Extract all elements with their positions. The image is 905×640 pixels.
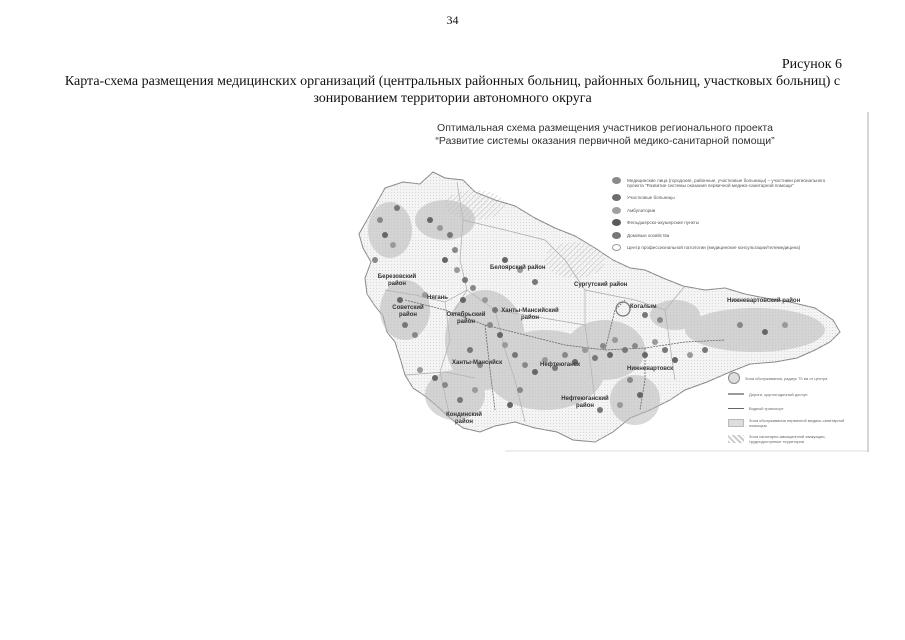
facility-marker xyxy=(607,352,613,358)
district-label-berezovsky: Березовский район xyxy=(377,274,417,287)
legend-item xyxy=(612,178,842,189)
facility-marker xyxy=(452,247,458,253)
facility-marker xyxy=(637,392,643,398)
legend-text: Зона обслуживания первичной медико-санитарной помощью xyxy=(749,418,845,428)
facility-marker xyxy=(502,342,508,348)
facility-marker xyxy=(517,387,523,393)
center-circle-icon xyxy=(612,244,621,251)
facility-marker xyxy=(394,205,400,211)
facility-marker xyxy=(627,377,633,383)
facility-marker xyxy=(782,322,788,328)
map-legend xyxy=(612,178,842,258)
facility-marker xyxy=(492,307,498,313)
legend-item xyxy=(612,195,842,201)
facility-marker xyxy=(502,257,508,263)
facility-marker xyxy=(432,375,438,381)
facility-marker xyxy=(402,322,408,328)
facility-marker xyxy=(497,332,503,338)
facility-marker xyxy=(532,369,538,375)
facility-marker xyxy=(657,317,663,323)
fap-circle-icon xyxy=(612,219,621,226)
facility-marker xyxy=(472,387,478,393)
facility-marker xyxy=(442,382,448,388)
legend-item xyxy=(728,404,858,412)
facility-marker xyxy=(482,297,488,303)
map-title-line2: “Развитие системы оказания первичной медико-санитарной помощи” xyxy=(435,135,775,147)
legend-item xyxy=(612,208,842,214)
facility-marker xyxy=(442,257,448,263)
district-label-sovetsky: Советский район xyxy=(392,305,424,318)
district-label-kogalym: Когалым xyxy=(630,304,657,310)
legend-text: Зона санитарно-авиационной эвакуации, труднодоступные территории xyxy=(749,434,826,444)
facility-marker xyxy=(507,402,513,408)
hospital-circle-icon xyxy=(612,177,621,184)
facility-marker xyxy=(642,312,648,318)
hatch-zone-icon xyxy=(728,435,744,443)
facility-marker xyxy=(372,257,378,263)
facility-marker xyxy=(382,232,388,238)
district-label-khm-city: Ханты-Мансийск xyxy=(452,360,503,366)
legend-item xyxy=(728,434,858,444)
facility-marker xyxy=(437,225,443,231)
legend-text: Участковые больницы xyxy=(627,195,675,201)
river-icon xyxy=(728,404,744,412)
facility-marker xyxy=(642,352,648,358)
district-label-khm-district: Ханты-Мансийский район xyxy=(501,308,559,321)
facility-marker xyxy=(687,352,693,358)
facility-marker xyxy=(652,339,658,345)
facility-marker xyxy=(737,322,743,328)
facility-marker xyxy=(600,343,606,349)
facility-marker xyxy=(762,329,768,335)
legend-text: Домовые хозяйства xyxy=(627,232,670,238)
district-label-oktyabrsky: Октябрьский район xyxy=(446,312,486,325)
facility-marker xyxy=(617,402,623,408)
map-title xyxy=(405,122,805,148)
polyclinic-circle-icon xyxy=(612,194,621,201)
district-label-nizhnevartovsky: Нижневартовский район xyxy=(727,298,801,304)
facility-marker xyxy=(397,297,403,303)
zone-circle-icon xyxy=(728,372,740,384)
facility-marker xyxy=(467,347,473,353)
facility-marker xyxy=(470,285,476,291)
figure-label: Рисунок 6 xyxy=(781,57,842,72)
facility-marker xyxy=(417,367,423,373)
district-label-nizhnevartovsk: Нижневартовск xyxy=(627,366,674,372)
figure-caption: Карта-схема размещения медицинских организаций (центральных районных больниц, районных больниц, участковых больниц) с зонированием территории автономного округа xyxy=(64,74,841,106)
facility-marker xyxy=(427,217,433,223)
legend-text: Фельдшерско-акушерские пункты xyxy=(627,220,700,226)
facility-marker xyxy=(582,347,588,353)
facility-marker xyxy=(622,347,628,353)
legend-text: Амбулатории xyxy=(627,207,656,213)
legend-text: Зона обслуживания, радиус 70 км от центра xyxy=(745,375,828,381)
legend-item xyxy=(728,418,858,428)
domestic-circle-icon xyxy=(612,232,621,239)
district-label-nyagan: Нягань xyxy=(427,295,448,301)
facility-marker xyxy=(460,297,466,303)
facility-marker xyxy=(532,279,538,285)
facility-marker xyxy=(592,355,598,361)
map-legend-secondary xyxy=(728,372,858,450)
legend-text: Дороги, круглогодичный доступ xyxy=(749,391,808,397)
facility-marker xyxy=(447,232,453,238)
facility-marker xyxy=(454,267,460,273)
district-label-surgutsky: Сургутский район xyxy=(574,282,628,288)
facility-marker xyxy=(377,217,383,223)
facility-marker xyxy=(522,362,528,368)
zone-fill-icon xyxy=(728,419,744,427)
legend-item xyxy=(728,372,858,384)
facility-marker xyxy=(632,343,638,349)
ambulatory-circle-icon xyxy=(612,207,621,214)
facility-marker xyxy=(512,352,518,358)
facility-marker xyxy=(612,337,618,343)
map-title-line1: Оптимальная схема размещения участников регионального проекта xyxy=(437,122,773,134)
legend-text: Водный транспорт xyxy=(749,405,784,411)
facility-marker xyxy=(462,277,468,283)
legend-text: Медицинские лица (городские, районные, участковые больницы) – участники регионального проекта “Развитие системы оказания первичной медико-санитарной помощи” xyxy=(627,178,826,189)
facility-marker xyxy=(457,397,463,403)
facility-marker xyxy=(672,357,678,363)
road-icon xyxy=(728,390,744,398)
district-label-nefteyugansk: Нефтеюганск xyxy=(540,362,581,368)
facility-marker xyxy=(412,332,418,338)
facility-marker xyxy=(702,347,708,353)
legend-text: Центр профессиональной патологии (медицинские консультации/телемедицина) xyxy=(627,245,801,251)
district-label-kondinsky: Кондинский район xyxy=(446,412,482,425)
legend-item xyxy=(612,245,842,251)
facility-marker xyxy=(562,352,568,358)
legend-item xyxy=(612,220,842,226)
page-number: 34 xyxy=(446,13,459,27)
legend-item xyxy=(612,233,842,239)
facility-marker xyxy=(662,347,668,353)
district-label-beloyarsky: Белоярский район xyxy=(490,265,546,271)
district-label-nefteyugansky: Нефтеюганский район xyxy=(561,396,609,409)
facility-marker xyxy=(390,242,396,248)
legend-item xyxy=(728,390,858,398)
